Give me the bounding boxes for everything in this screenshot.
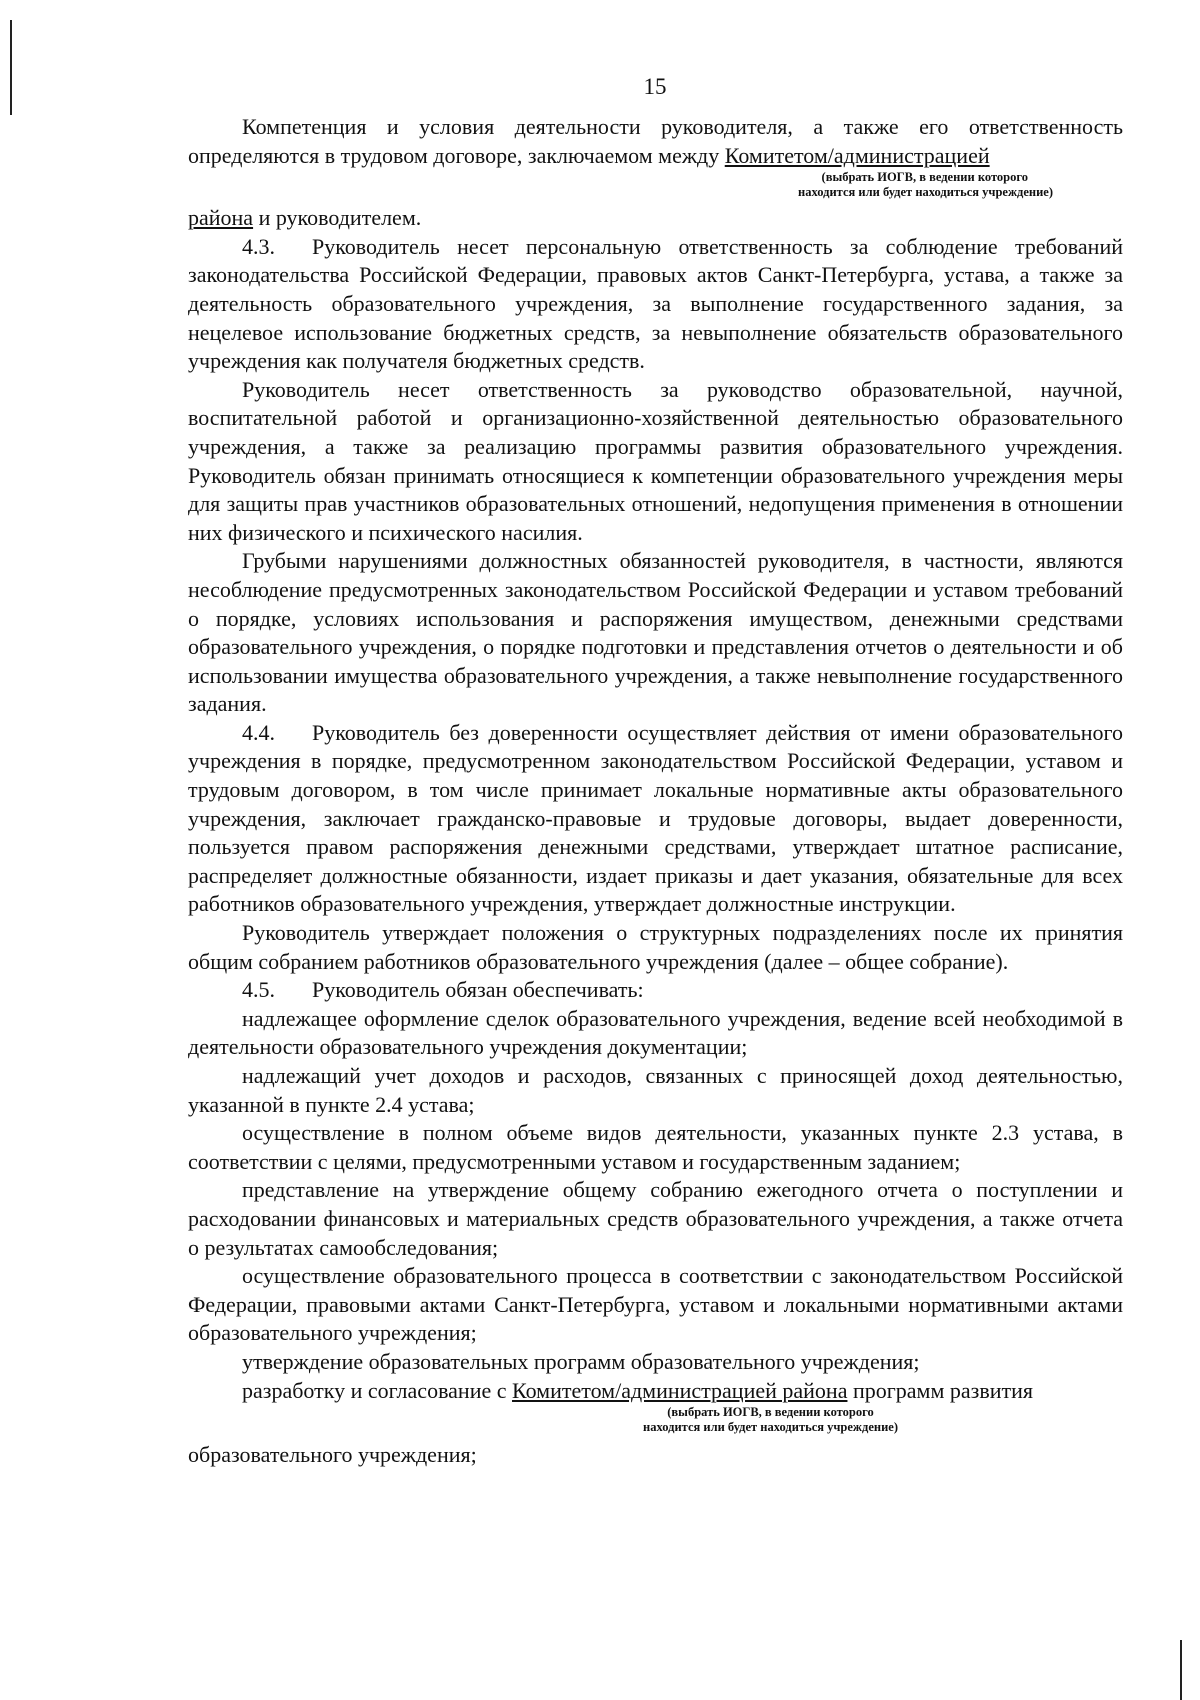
page-number: 15 — [643, 74, 667, 99]
duty-item-development-program: разработку и согласование с Комитетом/администрацией района программ развития — [242, 1377, 1033, 1403]
section-4-4: 4.4. Руководитель без доверенности осуществляет действия от имени образовательного учреждения в порядке, предусмотренном законодательством Российской Федерации, уставом и трудовым договором, в том числе принимает локальные нормативные акты образовательного учреждения, заключает гражданско-правовые и трудовые договоры, выдает доверенности, пользуется правом распоряжения денежными средствами, утверждает штатное расписание, распределяет должностные обязанности, издает приказы и дает указания, обязательные для всех работников образовательного учреждения, утверждает должностные инструкции. — [188, 719, 1123, 917]
organization-placeholder-link: Комитетом/администрацией — [724, 142, 990, 168]
paragraph-competence-end: района и руководителем. — [188, 205, 422, 231]
duty-item-development-program-end: образовательного учреждения; — [188, 1442, 477, 1468]
footnote-choose-iogv-line1: (выбрать ИОГВ, в ведении которого — [821, 170, 1028, 185]
footnote-choose-iogv-line2: находится или будет находиться учреждение) — [643, 1420, 898, 1435]
duty-item-activities: осуществление в полном объеме видов деятельности, указанных пункте 2.3 устава, в соответствии с целями, предусмотренными уставом и государственным заданием; — [188, 1120, 1123, 1174]
duty-item-education-process: осуществление образовательного процесса в соответствии с законодательством Российской Федерации, правовыми актами Санкт-Петербурга, уставом и локальными нормативными актами образовательного учреждения; — [188, 1263, 1123, 1346]
footnote-choose-iogv-line2: находится или будет находиться учреждение) — [798, 185, 1053, 200]
scan-edge-mark-bottom-right — [1180, 1640, 1182, 1700]
paragraph-structural-units: Руководитель утверждает положения о структурных подразделениях после их принятия общим собранием работников образовательного учреждения (далее – общее собрание). — [188, 920, 1123, 974]
paragraph-competence: Компетенция и условия деятельности руководителя, а также его ответственность определяются в трудовом договоре, заключаемом между Комитетом/администрацией — [188, 114, 1123, 168]
paragraph-violations: Грубыми нарушениями должностных обязанностей руководителя, в частности, являются несоблюдение предусмотренных законодательством Российской Федерации и уставом требований о порядке, условиях использования и распоряжения имуществом, денежными средствами образовательного учреждения, о порядке подготовки и представления отчетов о деятельности и об использовании имущества образовательного учреждения, а также невыполнение государственного задания. — [188, 548, 1123, 717]
duty-item-accounting: надлежащий учет доходов и расходов, связанных с приносящей доход деятельностью, указанной в пункте 2.4 устава; — [188, 1063, 1123, 1117]
section-number: 4.5. — [242, 977, 275, 1003]
duty-item-programs: утверждение образовательных программ образовательного учреждения; — [242, 1348, 920, 1374]
section-number: 4.4. — [242, 719, 275, 745]
section-4-5: 4.5. Руководитель обязан обеспечивать: — [188, 976, 1123, 1005]
duty-item-documentation: надлежащее оформление сделок образовательного учреждения, ведение всей необходимой в деятельности образовательного учреждения документации; — [188, 1005, 1123, 1060]
section-number: 4.3. — [242, 233, 275, 259]
duty-item-annual-report: представление на утверждение общему собранию ежегодного отчета о поступлении и расходовании финансовых и материальных средств образовательного учреждения, а также отчета о результатах самообследования; — [188, 1177, 1123, 1260]
district-placeholder: района — [188, 205, 254, 231]
document-body — [188, 113, 1123, 1470]
section-4-3: 4.3. Руководитель несет персональную ответственность за соблюдение требований законодательства Российской Федерации, правовых актов Санкт-Петербурга, устава, а также за деятельность образовательного учреждения, за выполнение государственного задания, за нецелевое использование бюджетных средств, за невыполнение обязательств образовательного учреждения как получателя бюджетных средств. — [188, 233, 1123, 374]
scan-edge-mark-top — [10, 20, 12, 115]
paragraph-responsibility: Руководитель несет ответственность за руководство образовательной, научной, воспитательной работой и организационно-хозяйственной деятельностью образовательного учреждения, а также за реализацию программы развития образовательного учреждения. Руководитель обязан принимать относящиеся к компетенции образовательного учреждения меры для защиты прав участников образовательных отношений, недопущения применения в отношении них физического и психического насилия. — [188, 376, 1123, 545]
footnote-choose-iogv-line1: (выбрать ИОГВ, в ведении которого — [667, 1405, 874, 1420]
organization-placeholder-link: Комитетом/администрацией района — [512, 1377, 848, 1403]
